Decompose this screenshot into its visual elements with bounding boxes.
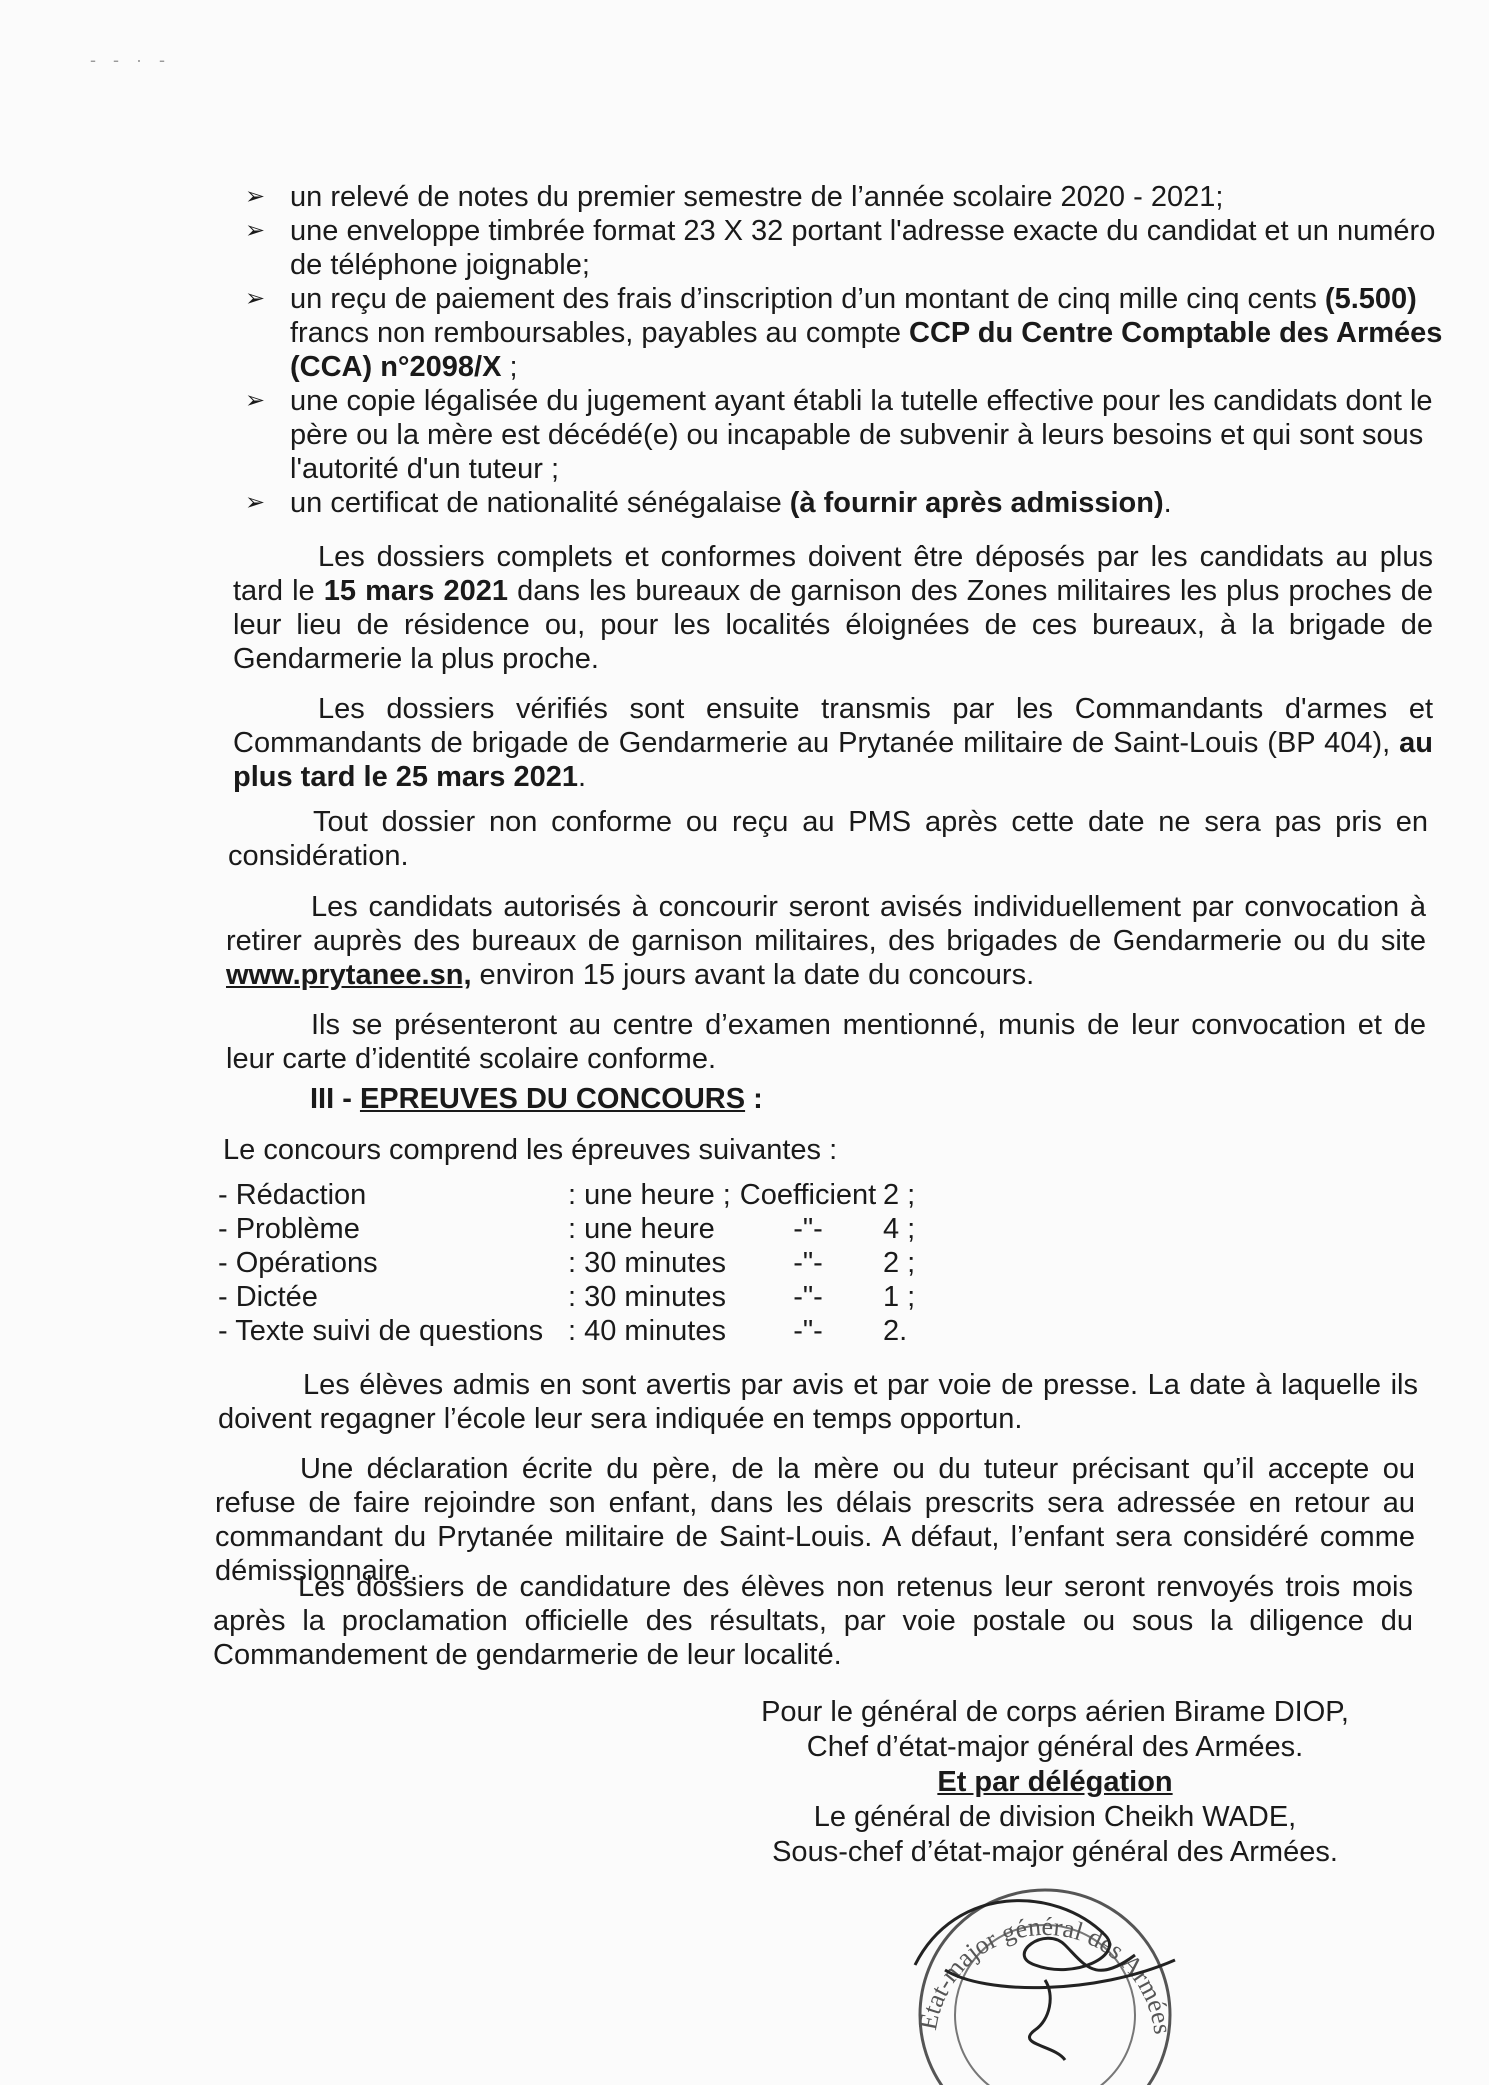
- table-row: [218, 1246, 963, 1280]
- section-title: EPREUVES DU CONCOURS: [359, 1083, 746, 1115]
- list-item-text: une copie légalisée du jugement ayant établi la tutelle effective pour les candidats dont le père ou la mère est décédé(e) ou incapable de subvenir à leurs besoins et qui sont sous l'autorité d'un tuteur ;: [290, 385, 1433, 485]
- exam-coef: 2 ;: [883, 1247, 916, 1279]
- paragraph-text: Les dossiers complets et conformes doivent être déposés par les candidats au plus tard le: [233, 541, 1433, 607]
- deadline-date: 15 mars 2021: [323, 575, 509, 607]
- list-item-text: .: [1163, 487, 1172, 519]
- signature-line: Le général de division Cheikh WADE,: [813, 1801, 1297, 1833]
- exam-duration: : 30 minutes: [568, 1281, 726, 1313]
- exams-intro: Le concours comprend les épreuves suivantes :: [223, 1134, 838, 1166]
- paragraph-convocation: [226, 890, 1426, 992]
- exam-coef: 2.: [883, 1315, 908, 1347]
- paragraph-declaration: [215, 1452, 1415, 1588]
- exam-name: - Dictée: [218, 1281, 318, 1313]
- paragraph-text: Les dossiers de candidature des élèves non retenus leur seront renvoyés trois mois après la proclamation officielle des résultats, par voie postale ou sous la diligence du Commandement de gendarmerie de leur localité.: [213, 1571, 1413, 1671]
- exam-coef-label: -"-: [793, 1315, 823, 1347]
- list-item-text: un relevé de notes du premier semestre de l’année scolaire 2020 - 2021;: [290, 181, 1224, 213]
- exam-coef-label: -"-: [793, 1247, 823, 1279]
- exam-duration: : 40 minutes: [568, 1315, 726, 1347]
- delegation-label: Et par délégation: [937, 1766, 1173, 1798]
- list-item: [245, 486, 1445, 520]
- exam-coef-label: Coefficient: [739, 1179, 877, 1211]
- list-item-text: une enveloppe timbrée format 23 X 32 portant l'adresse exacte du candidat et un numéro de téléphone joignable;: [290, 215, 1436, 281]
- exam-name: - Problème: [218, 1213, 360, 1245]
- paragraph-text: .: [577, 761, 587, 793]
- fee-amount: (5.500): [1324, 283, 1417, 315]
- paragraph-transmission: [233, 692, 1433, 794]
- paragraph-text: environ 15 jours avant la date du concours.: [471, 959, 1035, 991]
- list-item-text: un certificat de nationalité sénégalaise: [290, 487, 790, 519]
- paragraph-text: Les dossiers vérifiés sont ensuite transmis par les Commandants d'armes et Commandants de brigade de Gendarmerie au Prytanée militaire de Saint-Louis (BP 404),: [233, 693, 1433, 759]
- section-suffix: :: [745, 1083, 763, 1115]
- paragraph-text: Les candidats autorisés à concourir seront avisés individuellement par convocation à retirer auprès des bureaux de garnison militaires, des brigades de Gendarmerie ou du site: [226, 891, 1426, 957]
- exam-name: - Rédaction: [218, 1179, 367, 1211]
- exams-table: [218, 1178, 963, 1348]
- requirements-list: [245, 180, 1445, 520]
- exam-duration: : une heure: [568, 1213, 715, 1245]
- admission-note: (à fournir après admission): [789, 487, 1164, 519]
- account-number: CCP du Centre Comptable des Armées (CCA) n°2098/X: [290, 317, 1443, 383]
- table-row: [218, 1280, 963, 1314]
- paragraph-deadline: [233, 540, 1433, 676]
- paragraph-text: Ils se présenteront au centre d’examen mentionné, munis de leur convocation et de leur carte d’identité scolaire conforme.: [226, 1009, 1426, 1075]
- list-item: [245, 180, 1445, 214]
- exam-coef: 2 ;: [883, 1179, 916, 1211]
- official-stamp: [895, 1845, 1195, 2085]
- list-item-text: un reçu de paiement des frais d’inscription d’un montant de cinq mille cinq cents: [290, 283, 1325, 315]
- paragraph-admitted: [218, 1368, 1418, 1436]
- arrow-bullet-icon: ➢: [245, 183, 266, 210]
- scan-artifact: ‐ ‐ · ‐: [90, 50, 171, 70]
- signature-block: [730, 1695, 1380, 1870]
- paragraph-not-retained: [213, 1570, 1413, 1672]
- table-row: [218, 1212, 963, 1246]
- exam-duration: : une heure ;: [568, 1179, 731, 1211]
- list-item-text: ;: [501, 351, 518, 383]
- paragraph-exam-center: [226, 1008, 1426, 1076]
- paragraph-text: dans les bureaux de garnison des Zones militaires les plus proches de leur lieu de résidence ou, pour les localités éloignées de ces bureaux, à la brigade de Gendarmerie la plus proche.: [233, 575, 1433, 675]
- arrow-bullet-icon: ➢: [245, 285, 266, 312]
- website-link[interactable]: www.prytanee.sn,: [226, 959, 472, 991]
- list-item: [245, 384, 1445, 486]
- arrow-bullet-icon: ➢: [245, 387, 266, 414]
- exam-name: - Texte suivi de questions: [218, 1315, 544, 1347]
- paragraph-text: Les élèves admis en sont avertis par avis et par voie de presse. La date à laquelle ils doivent regagner l’école leur sera indiquée en temps opportun.: [218, 1369, 1418, 1435]
- list-item-text: francs non remboursables, payables au compte: [290, 317, 910, 349]
- list-item: [245, 282, 1445, 384]
- signature-line: Chef d’état-major général des Armées.: [806, 1731, 1304, 1763]
- arrow-bullet-icon: ➢: [245, 217, 266, 244]
- exam-coef-label: -"-: [793, 1281, 823, 1313]
- table-row: [218, 1178, 963, 1212]
- signature-line: Sous-chef d’état-major général des Armées.: [772, 1836, 1338, 1868]
- exam-name: - Opérations: [218, 1247, 378, 1279]
- transmission-date: au plus tard le 25 mars 2021: [233, 727, 1433, 793]
- exam-duration: : 30 minutes: [568, 1247, 726, 1279]
- exam-coef-label: -"-: [793, 1213, 823, 1245]
- section-prefix: III -: [310, 1083, 360, 1115]
- exam-coef: 4 ;: [883, 1213, 916, 1245]
- stamp-text: Etat-major général des Armées: [913, 1911, 1178, 2036]
- list-item: [245, 214, 1445, 282]
- arrow-bullet-icon: ➢: [245, 489, 266, 516]
- paragraph-text: Tout dossier non conforme ou reçu au PMS après cette date ne sera pas pris en considération.: [228, 806, 1428, 872]
- paragraph-nonconforming: [228, 805, 1428, 873]
- signature-line: Pour le général de corps aérien Birame DIOP,: [761, 1696, 1349, 1728]
- exam-coef: 1 ;: [883, 1281, 916, 1313]
- section-heading: [310, 1082, 763, 1116]
- paragraph-text: Une déclaration écrite du père, de la mère ou du tuteur précisant qu’il accepte ou refuse de faire rejoindre son enfant, dans les délais prescrits sera adressée en retour au commandant du Prytanée militaire de Saint-Louis. A défaut, l’enfant sera considéré comme démissionnaire.: [215, 1453, 1415, 1587]
- table-row: [218, 1314, 963, 1348]
